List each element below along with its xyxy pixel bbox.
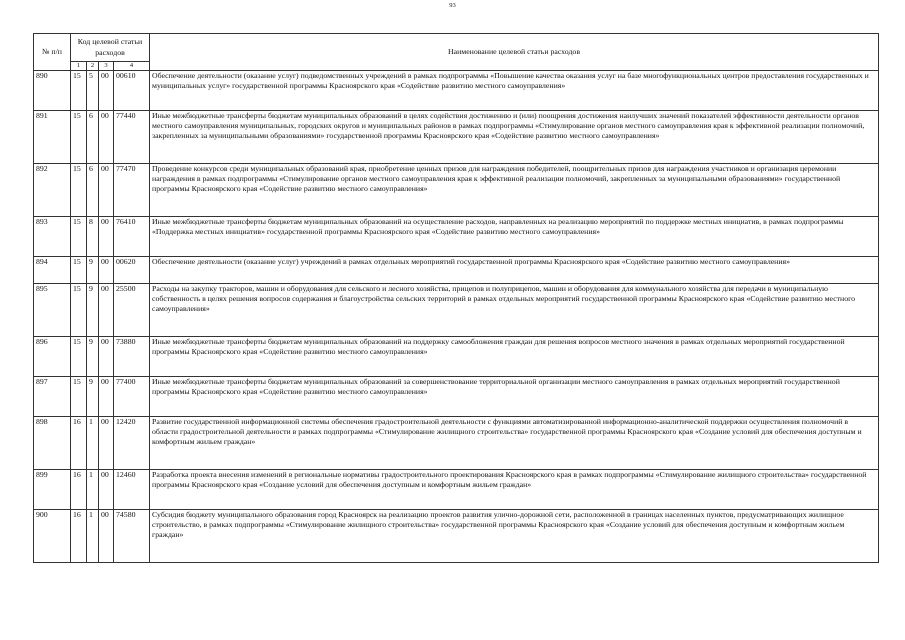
- row-description-cell: Субсидия бюджету муниципального образования город Красноярск на реализацию проектов развития улично-дорожной сети, расположенной в границах населенных пунктов, предусматривающих жилищное строительство, в рамках подпрограммы «Стимулирование жилищного строительства» государственной программы Красноярского края «Создание условий для обеспечения доступным и комфортным жильем граждан»: [150, 510, 879, 563]
- code-part-1-cell: 16: [71, 417, 87, 470]
- row-number-cell: 899: [34, 470, 71, 510]
- row-number-cell: 894: [34, 257, 71, 284]
- table-row: [34, 257, 879, 284]
- table-row: [34, 470, 879, 510]
- column-header-number: № п/п: [34, 34, 71, 71]
- row-description-cell: Проведение конкурсов среди муниципальных образований края, приобретение ценных призов для награждения победителей, поощрительных призов для награждения участников и организация церемонии награждения в рамках подпрограммы «Стимулирование органов местного самоуправления края к эффективной реализации полномочий, закрепленных за муниципальными образованиями» государственной программы Красноярского края «Содействие развитию местного самоуправления»: [150, 164, 879, 217]
- code-part-1-cell: 15: [71, 257, 87, 284]
- code-part-1-cell: 15: [71, 164, 87, 217]
- code-part-4-cell: 74580: [114, 510, 150, 563]
- code-part-2-cell: 9: [87, 337, 99, 377]
- table-row: [34, 217, 879, 257]
- row-number-cell: 891: [34, 111, 71, 164]
- row-description-cell: Иные межбюджетные трансферты бюджетам муниципальных образований за совершенствование территориальной организации местного самоуправления в рамках отдельных мероприятий государственной программы Красноярского края «Содействие развитию местного самоуправления»: [150, 377, 879, 417]
- code-part-4-cell: 25500: [114, 284, 150, 337]
- budget-code-table: [33, 33, 879, 563]
- subheader-cell: 4: [114, 62, 150, 71]
- row-description-cell: Обеспечение деятельности (оказание услуг) учреждений в рамках отдельных мероприятий государственной программы Красноярского края «Содействие развитию местного самоуправления»: [150, 257, 879, 284]
- code-part-4-cell: 12420: [114, 417, 150, 470]
- code-part-1-cell: 16: [71, 470, 87, 510]
- row-description-cell: Обеспечение деятельности (оказание услуг) подведомственных учреждений в рамках подпрограммы «Повышение качества оказания услуг на базе многофункциональных центров предоставления государственных и муниципальных услуг» государственной программы Красноярского края «Содействие развитию местного самоуправления»: [150, 71, 879, 111]
- code-part-2-cell: 6: [87, 111, 99, 164]
- subheader-cell: 3: [99, 62, 114, 71]
- row-description-cell: Разработка проекта внесения изменений в региональные нормативы градостроительного проектирования Красноярского края в рамках подпрограммы «Стимулирование жилищного строительства» государственной программы Красноярского края «Создание условий для обеспечения доступным и комфортным жильем граждан»: [150, 470, 879, 510]
- row-number-cell: 900: [34, 510, 71, 563]
- code-part-2-cell: 1: [87, 417, 99, 470]
- table-row: [34, 510, 879, 563]
- subheader-cell: 2: [87, 62, 99, 71]
- code-part-1-cell: 15: [71, 111, 87, 164]
- table-row: [34, 111, 879, 164]
- code-part-3-cell: 00: [99, 337, 114, 377]
- code-part-4-cell: 76410: [114, 217, 150, 257]
- row-description-cell: Расходы на закупку тракторов, машин и оборудования для сельского и лесного хозяйства, прицепов и полуприцепов, машин и оборудования для коммунального хозяйства для передачи в муниципальную собственность в целях решения вопросов содержания и благоустройства сельских территорий в рамках отдельных мероприятий государственной программы Красноярского края «Содействие развитию местного самоуправления»: [150, 284, 879, 337]
- code-part-1-cell: 16: [71, 510, 87, 563]
- table-row: [34, 284, 879, 337]
- subheader-cell: 1: [71, 62, 87, 71]
- table-row: [34, 337, 879, 377]
- code-part-2-cell: 9: [87, 257, 99, 284]
- row-description-cell: Иные межбюджетные трансферты бюджетам муниципальных образований в целях содействия достижению и (или) поощрения достижения наилучших значений показателей эффективности деятельности органов местного самоуправления муниципальных, городских округов и муниципальных районов в рамках подпрограммы «Стимулирование органов местного самоуправления края к эффективной реализации полномочий, закрепленных за муниципальными образованиями» государственной программы Красноярского края «Содействие развитию местного самоуправления»: [150, 111, 879, 164]
- code-part-3-cell: 00: [99, 164, 114, 217]
- code-part-4-cell: 77470: [114, 164, 150, 217]
- row-number-cell: 896: [34, 337, 71, 377]
- row-number-cell: 890: [34, 71, 71, 111]
- code-part-1-cell: 15: [71, 377, 87, 417]
- row-number-cell: 897: [34, 377, 71, 417]
- code-part-4-cell: 00620: [114, 257, 150, 284]
- code-part-3-cell: 00: [99, 71, 114, 111]
- code-part-4-cell: 77400: [114, 377, 150, 417]
- table-row: [34, 377, 879, 417]
- code-part-3-cell: 00: [99, 417, 114, 470]
- code-part-2-cell: 9: [87, 284, 99, 337]
- code-part-4-cell: 77440: [114, 111, 150, 164]
- table-row: [34, 417, 879, 470]
- column-header-code: Код целевой статьи расходов: [71, 34, 150, 62]
- row-description-cell: Иные межбюджетные трансферты бюджетам муниципальных образований на поддержку самообложения граждан для решения вопросов местного значения в рамках отдельных мероприятий государственной программы Красноярского края «Содействие развитию местного самоуправления»: [150, 337, 879, 377]
- code-part-2-cell: 8: [87, 217, 99, 257]
- code-part-1-cell: 15: [71, 71, 87, 111]
- code-part-4-cell: 12460: [114, 470, 150, 510]
- code-part-3-cell: 00: [99, 470, 114, 510]
- code-part-2-cell: 1: [87, 470, 99, 510]
- code-part-2-cell: 9: [87, 377, 99, 417]
- code-part-4-cell: 73880: [114, 337, 150, 377]
- page-number: 93: [449, 2, 456, 9]
- row-number-cell: 893: [34, 217, 71, 257]
- code-part-2-cell: 1: [87, 510, 99, 563]
- code-part-3-cell: 00: [99, 257, 114, 284]
- table-row: [34, 71, 879, 111]
- code-part-1-cell: 15: [71, 337, 87, 377]
- code-part-1-cell: 15: [71, 284, 87, 337]
- code-part-1-cell: 15: [71, 217, 87, 257]
- row-number-cell: 892: [34, 164, 71, 217]
- code-part-3-cell: 00: [99, 284, 114, 337]
- code-part-4-cell: 00610: [114, 71, 150, 111]
- code-part-3-cell: 00: [99, 510, 114, 563]
- table-row: [34, 164, 879, 217]
- row-number-cell: 895: [34, 284, 71, 337]
- code-part-3-cell: 00: [99, 217, 114, 257]
- row-description-cell: Развитие государственной информационной системы обеспечения градостроительной деятельности с функциями автоматизированной информационно-аналитической поддержки осуществления полномочий в области градостроительной деятельности в рамках подпрограммы «Стимулирование жилищного строительства» государственной программы Красноярского края «Создание условий для обеспечения доступным и комфортным жильем граждан»: [150, 417, 879, 470]
- code-part-3-cell: 00: [99, 377, 114, 417]
- code-part-3-cell: 00: [99, 111, 114, 164]
- code-part-2-cell: 6: [87, 164, 99, 217]
- row-number-cell: 898: [34, 417, 71, 470]
- row-description-cell: Иные межбюджетные трансферты бюджетам муниципальных образований на осуществление расходов, направленных на реализацию мероприятий по поддержке местных инициатив, в рамках подпрограммы «Поддержка местных инициатив» государственной программы Красноярского края «Содействие развитию местного самоуправления»: [150, 217, 879, 257]
- code-part-2-cell: 5: [87, 71, 99, 111]
- header-row: [34, 34, 879, 62]
- column-header-name: Наименование целевой статьи расходов: [150, 34, 879, 71]
